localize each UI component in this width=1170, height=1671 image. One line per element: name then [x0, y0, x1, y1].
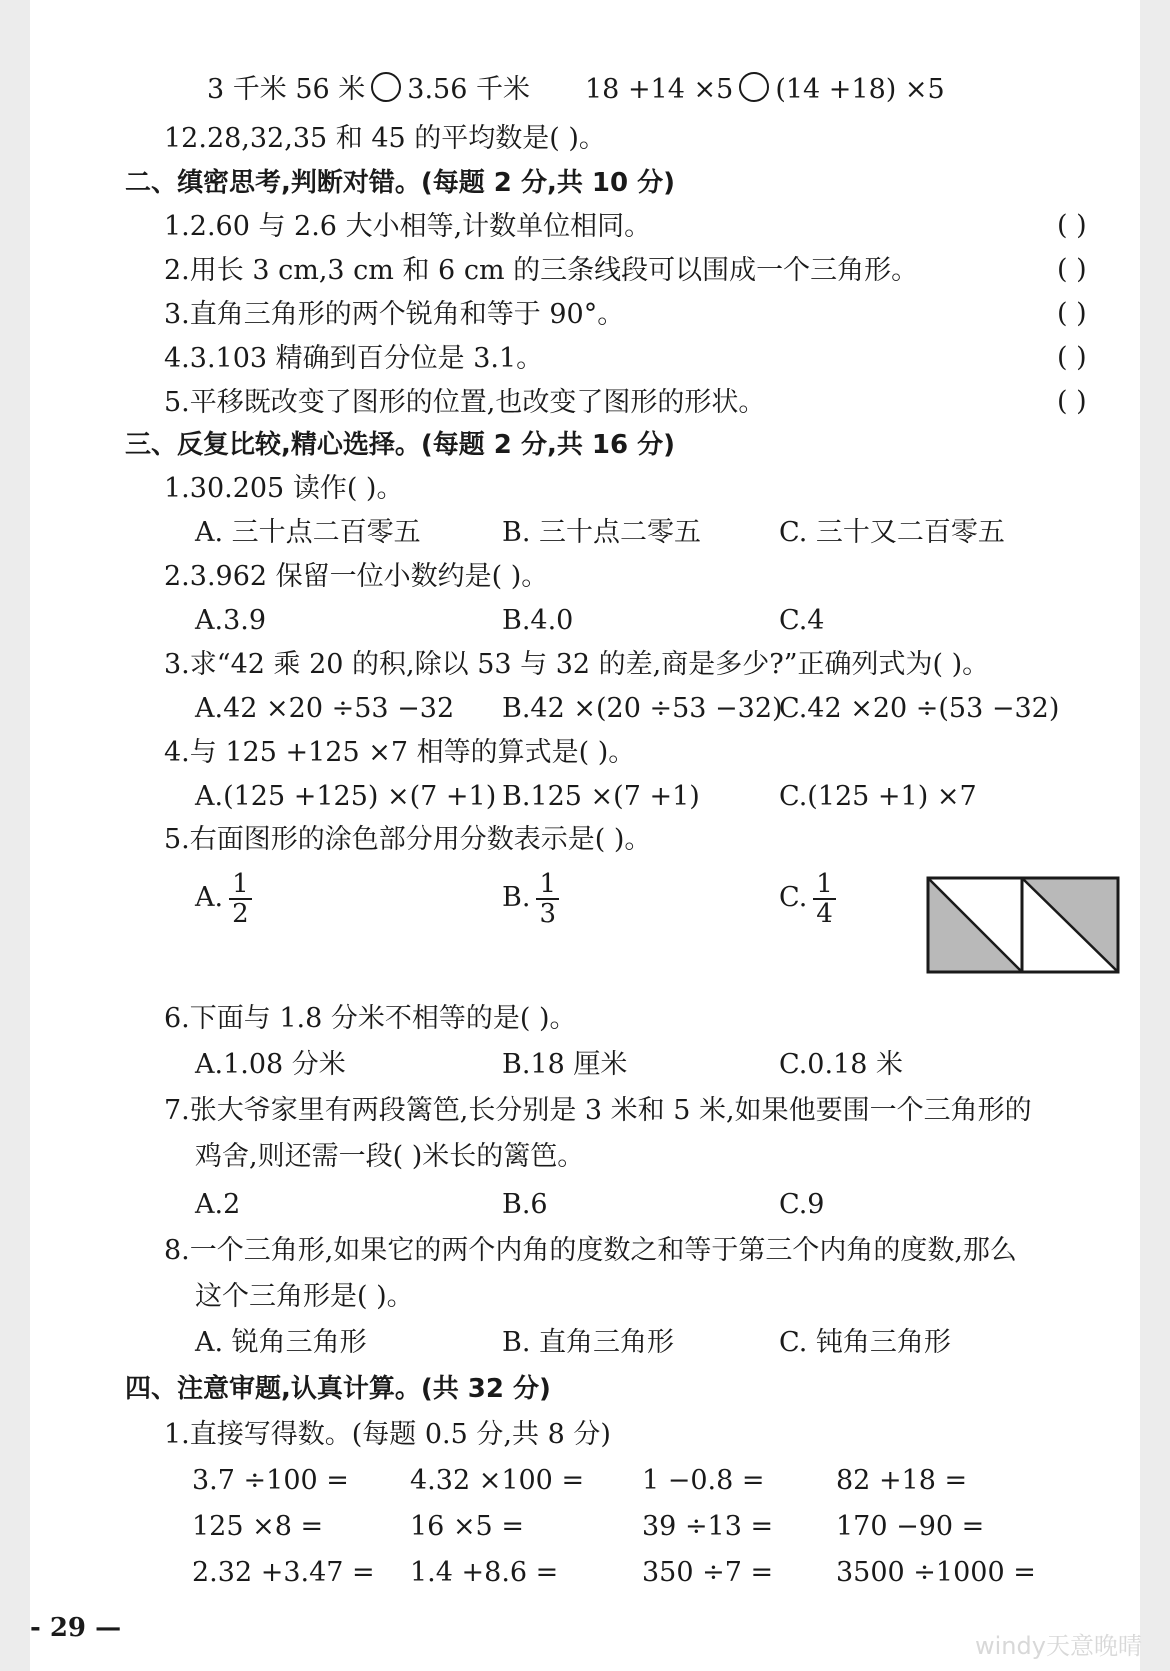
q12: 12.28,32,35 和 45 的平均数是( )。 — [164, 123, 606, 154]
answer-bracket-1[interactable]: ( ) — [1057, 210, 1087, 241]
section-2-title: 二、缜密思考,判断对错。(每题 2 分,共 10 分) — [125, 168, 675, 198]
section-3-title: 三、反复比较,精心选择。(每题 2 分,共 16 分) — [125, 430, 675, 460]
sec4-sub1: 1.直接写得数。(每题 0.5 分,共 8 分) — [164, 1419, 611, 1450]
sec3-q5-option-b[interactable] — [502, 868, 559, 928]
sec3-q5-option-a[interactable] — [195, 868, 252, 928]
calc-r1-c3: 1 −0.8 = — [642, 1465, 765, 1496]
sec3-q7-stem-line2: 鸡舍,则还需一段( )米长的篱笆。 — [195, 1141, 585, 1172]
sec3-q2-option-c[interactable]: C.4 — [779, 605, 825, 636]
sec3-q2-option-b[interactable]: B.4.0 — [502, 605, 574, 636]
calc-r1-c2: 4.32 ×100 = — [410, 1465, 585, 1496]
sec3-q3-option-b[interactable]: B.42 ×(20 ÷53 −32) — [502, 693, 783, 724]
q11-row-b — [585, 72, 945, 107]
sec3-q5-option-c[interactable] — [779, 868, 836, 928]
calc-r1-c4: 82 +18 = — [836, 1465, 968, 1496]
sec2-item-5: 5.平移既改变了图形的位置,也改变了图形的形状。 — [164, 387, 766, 418]
q11-row — [207, 72, 530, 107]
sec3-q7-option-c[interactable]: C.9 — [779, 1189, 825, 1220]
fraction-one-half: $\frac{1}{2}$ — [229, 870, 252, 928]
sec3-q8-stem-line1: 8.一个三角形,如果它的两个内角的度数之和等于第三个内角的度数,那么 — [164, 1235, 1017, 1266]
sec3-q2-option-a[interactable]: A.3.9 — [195, 605, 267, 636]
sec3-q7-stem-line1: 7.张大爷家里有两段篱笆,长分别是 3 米和 5 米,如果他要围一个三角形的 — [164, 1095, 1032, 1126]
answer-bracket-5[interactable]: ( ) — [1057, 386, 1087, 417]
page-number: - 29 — — [30, 1613, 122, 1643]
sec3-q2-stem: 2.3.962 保留一位小数约是( )。 — [164, 561, 549, 592]
q11-left-a: 3 千米 56 米 — [207, 74, 366, 105]
sec3-q1-option-a[interactable]: A. 三十点二百零五 — [195, 517, 421, 548]
sec3-q4-option-c[interactable]: C.(125 +1) ×7 — [779, 781, 977, 812]
fraction-one-third: $\frac{1}{3}$ — [536, 870, 559, 928]
sec2-item-4: 4.3.103 精确到百分位是 3.1。 — [164, 343, 544, 374]
sec3-q6-option-b[interactable]: B.18 厘米 — [502, 1049, 628, 1080]
sec3-q6-option-c[interactable]: C.0.18 米 — [779, 1049, 903, 1080]
fraction-one-quarter: $\frac{1}{4}$ — [813, 870, 836, 928]
calc-r2-c2: 16 ×5 = — [410, 1511, 524, 1542]
answer-bracket-2[interactable]: ( ) — [1057, 254, 1087, 285]
sec3-q3-stem: 3.求“42 乘 20 的积,除以 53 与 32 的差,商是多少?”正确列式为( )。 — [164, 649, 990, 680]
sec3-q6-stem: 6.下面与 1.8 分米不相等的是( )。 — [164, 1003, 577, 1034]
calc-r3-c4: 3500 ÷1000 = — [836, 1557, 1036, 1588]
sec3-q8-option-c[interactable]: C. 钝角三角形 — [779, 1327, 951, 1358]
calc-r2-c3: 39 ÷13 = — [642, 1511, 774, 1542]
sec3-q8-stem-line2: 这个三角形是( )。 — [195, 1281, 414, 1312]
sec3-q6-option-a[interactable]: A.1.08 分米 — [195, 1049, 346, 1080]
sec2-item-1: 1.2.60 与 2.6 大小相等,计数单位相同。 — [164, 211, 652, 242]
calc-r3-c1: 2.32 +3.47 = — [192, 1557, 375, 1588]
sec3-q7-option-a[interactable]: A.2 — [195, 1189, 241, 1220]
sec3-q4-option-a[interactable]: A.(125 +125) ×(7 +1) — [195, 781, 497, 812]
sec3-q7-option-b[interactable]: B.6 — [502, 1189, 548, 1220]
q11-right-b: (14 +18) ×5 — [775, 74, 945, 105]
answer-bracket-3[interactable]: ( ) — [1057, 298, 1087, 329]
sec3-q5-stem: 5.右面图形的涂色部分用分数表示是( )。 — [164, 824, 652, 855]
sec3-q1-stem: 1.30.205 读作( )。 — [164, 473, 404, 504]
compare-circle-1[interactable] — [371, 72, 401, 102]
shaded-rectangle-figure — [926, 876, 1120, 974]
worksheet-page — [30, 0, 1140, 1671]
calc-r2-c1: 125 ×8 = — [192, 1511, 324, 1542]
section-4-title: 四、注意审题,认真计算。(共 32 分) — [125, 1374, 551, 1404]
sec3-q4-option-b[interactable]: B.125 ×(7 +1) — [502, 781, 700, 812]
watermark: windy天意晚晴 — [975, 1632, 1142, 1660]
calc-r2-c4: 170 −90 = — [836, 1511, 985, 1542]
option-b-label: B. — [502, 882, 531, 913]
option-a-label: A. — [195, 882, 224, 913]
sec3-q8-option-a[interactable]: A. 锐角三角形 — [195, 1327, 367, 1358]
sec3-q1-option-b[interactable]: B. 三十点二零五 — [502, 517, 702, 548]
sec3-q3-option-c[interactable]: C.42 ×20 ÷(53 −32) — [779, 693, 1060, 724]
sec2-item-3: 3.直角三角形的两个锐角和等于 90°。 — [164, 299, 625, 330]
q11-left-b: 18 +14 ×5 — [585, 74, 734, 105]
sec2-item-2: 2.用长 3 cm,3 cm 和 6 cm 的三条线段可以围成一个三角形。 — [164, 255, 919, 286]
calc-r3-c3: 350 ÷7 = — [642, 1557, 774, 1588]
sec3-q3-option-a[interactable]: A.42 ×20 ÷53 −32 — [195, 693, 455, 724]
sec3-q4-stem: 4.与 125 +125 ×7 相等的算式是( )。 — [164, 737, 636, 768]
option-c-label: C. — [779, 882, 808, 913]
sec3-q8-option-b[interactable]: B. 直角三角形 — [502, 1327, 675, 1358]
answer-bracket-4[interactable]: ( ) — [1057, 342, 1087, 373]
q11-right-a: 3.56 千米 — [407, 74, 530, 105]
calc-r1-c1: 3.7 ÷100 = — [192, 1465, 349, 1496]
calc-r3-c2: 1.4 +8.6 = — [410, 1557, 559, 1588]
sec3-q1-option-c[interactable]: C. 三十又二百零五 — [779, 517, 1005, 548]
compare-circle-2[interactable] — [739, 72, 769, 102]
